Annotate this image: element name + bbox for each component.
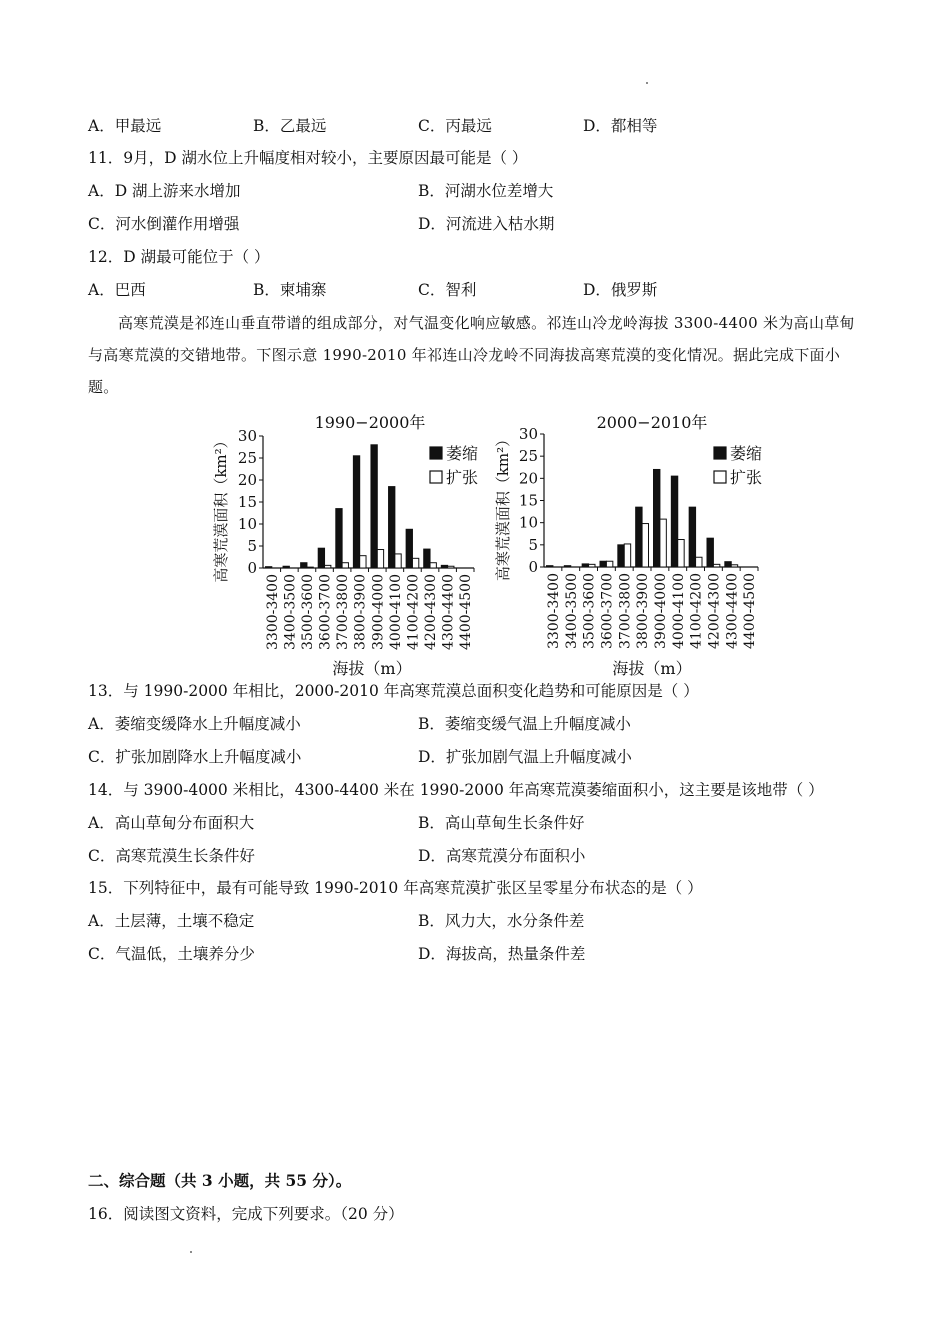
x-tick-label: 3400-3500 <box>282 574 299 650</box>
bar-shrink <box>301 563 307 568</box>
bar-expand <box>360 556 366 568</box>
bar-shrink <box>671 476 677 567</box>
bar-expand <box>713 564 719 567</box>
bar-expand <box>395 554 401 568</box>
x-tick-label: 3500-3600 <box>299 574 316 650</box>
legend-label: 扩张 <box>730 468 763 487</box>
x-tick-label: 3300-3400 <box>545 573 562 649</box>
y-tick-label: 30 <box>237 427 257 445</box>
x-tick-label: 4400-4500 <box>742 573 759 649</box>
x-tick-label: 4100-4200 <box>405 574 422 650</box>
q16-stem: 16．阅读图文资料，完成下列要求。（20 分） <box>88 1205 404 1223</box>
bar-shrink <box>653 469 659 567</box>
q15-option-c: C．气温低，土壤养分少 <box>88 945 255 963</box>
x-tick-label: 3700-3800 <box>335 574 352 650</box>
x-tick-label: 3900-4000 <box>652 573 669 649</box>
bar-shrink <box>725 562 731 567</box>
q11-option-b: B．河湖水位差增大 <box>418 182 554 200</box>
x-tick-label: 4400-4500 <box>458 574 475 650</box>
bar-expand <box>606 561 612 567</box>
x-tick-label: 3300-3400 <box>264 574 281 650</box>
legend-label: 萎缩 <box>730 444 763 463</box>
bar-shrink <box>283 566 289 568</box>
q12-option-c: C．智利 <box>418 281 477 299</box>
bar-shrink <box>689 507 695 567</box>
bar-expand <box>660 519 666 567</box>
q12-stem: 12．D 湖最可能位于（ ） <box>88 248 270 266</box>
bar-expand <box>325 565 331 568</box>
y-axis-label: 高寒荒漠面积（km²） <box>494 431 512 582</box>
q13-option-d: D．扩张加剧气温上升幅度减小 <box>418 748 632 766</box>
bar-shrink <box>582 564 588 567</box>
bar-shrink <box>371 445 377 568</box>
alpine-desert-charts <box>0 400 950 685</box>
q10-option-b: B．乙最远 <box>253 117 327 135</box>
q15-stem: 15．下列特征中，最有可能导致 1990-2010 年高寒荒漠扩张区呈零星分布状态的是（ ） <box>88 879 703 897</box>
y-tick-label: 5 <box>528 535 538 554</box>
q15-option-b: B．风力大，水分条件差 <box>418 912 585 930</box>
q13-stem: 13．与 1990-2000 年相比，2000-2010 年高寒荒漠总面积变化趋势和可能原因是（ ） <box>88 682 699 700</box>
q12-option-a: A．巴西 <box>88 281 146 299</box>
bar-expand <box>642 524 648 567</box>
q14-option-b: B．高山草甸生长条件好 <box>418 814 585 832</box>
q15-option-d: D．海拔高，热量条件差 <box>418 945 586 963</box>
q12-option-b: B．柬埔寨 <box>253 281 327 299</box>
q15-option-a: A．土层薄，土壤不稳定 <box>88 912 255 930</box>
legend-swatch <box>430 447 442 459</box>
bar-shrink <box>318 548 324 568</box>
x-tick-label: 4000-4100 <box>670 573 687 649</box>
y-tick-label: 25 <box>518 447 538 466</box>
x-tick-label: 4300-4400 <box>440 574 457 650</box>
y-tick-label: 5 <box>247 537 257 555</box>
bar-expand <box>412 558 418 568</box>
x-tick-label: 4000-4100 <box>387 574 404 650</box>
x-tick-label: 3800-3900 <box>635 573 652 649</box>
bar-shrink <box>265 567 271 568</box>
legend-swatch <box>430 471 442 483</box>
q11-option-a: A．D 湖上游来水增加 <box>88 182 241 200</box>
bar-expand <box>430 563 436 568</box>
x-tick-label: 3400-3500 <box>563 573 580 649</box>
bar-shrink <box>406 529 412 568</box>
legend-swatch <box>714 447 726 459</box>
q11-option-c: C．河水倒灌作用增强 <box>88 215 240 233</box>
q14-option-c: C．高寒荒漠生长条件好 <box>88 847 255 865</box>
chart-title: 2000−2010年 <box>596 413 708 432</box>
y-tick-label: 20 <box>518 469 538 488</box>
y-tick-label: 0 <box>247 559 257 577</box>
bar-shrink <box>636 507 642 567</box>
passage: 高寒荒漠是祁连山垂直带谱的组成部分，对气温变化响应敏感。祁连山冷龙岭海拔 3300-4400 米为高山草甸与高寒荒漠的交错地带。下图示意 1990-2010 年祁连山冷龙岭不同海拔高寒荒漠的变化情况。据此完成下面小题。 <box>88 314 855 396</box>
bar-expand <box>696 557 702 567</box>
x-tick-label: 3800-3900 <box>352 574 369 650</box>
bar-shrink <box>618 545 624 567</box>
q14-stem: 14．与 3900-4000 米相比，4300-4400 米在 1990-2000 年高寒荒漠萎缩面积小，这主要是该地带（ ） <box>88 781 824 799</box>
y-tick-label: 10 <box>518 513 538 532</box>
bar-shrink <box>336 509 342 568</box>
x-tick-label: 3900-4000 <box>370 574 387 650</box>
q11-option-d: D．河流进入枯水期 <box>418 215 555 233</box>
bar-expand <box>589 564 595 567</box>
x-tick-label: 3500-3600 <box>581 573 598 649</box>
q10-option-c: C．丙最远 <box>418 117 492 135</box>
speck <box>646 82 648 84</box>
x-tick-label: 4200-4300 <box>706 573 723 649</box>
q13-option-b: B．萎缩变缓气温上升幅度减小 <box>418 715 631 733</box>
speck <box>190 1251 192 1253</box>
q11-stem: 11．9月，D 湖水位上升幅度相对较小，主要原因最可能是（ ） <box>88 149 528 167</box>
bar-shrink <box>707 538 713 567</box>
bar-expand <box>307 567 313 568</box>
bar-shrink <box>600 561 606 567</box>
y-tick-label: 0 <box>528 558 538 576</box>
x-axis-label: 海拔（m） <box>332 659 412 678</box>
y-tick-label: 20 <box>237 471 257 489</box>
x-tick-label: 3700-3800 <box>617 573 634 649</box>
q10-option-d: D．都相等 <box>583 117 658 135</box>
q12-option-d: D．俄罗斯 <box>583 281 658 299</box>
legend-swatch <box>714 471 726 483</box>
x-axis-label: 海拔（m） <box>612 659 692 678</box>
x-tick-label: 3600-3700 <box>317 574 334 650</box>
bar-expand <box>624 544 630 567</box>
bar-shrink <box>389 487 395 568</box>
q14-option-a: A．高山草甸分布面积大 <box>88 814 255 832</box>
y-tick-label: 10 <box>237 515 257 533</box>
y-axis-label: 高寒荒漠面积（km²） <box>212 433 230 583</box>
x-tick-label: 4200-4300 <box>423 574 440 650</box>
x-tick-label: 3600-3700 <box>599 573 616 649</box>
bar-expand <box>448 566 454 568</box>
bar-expand <box>342 563 348 568</box>
q14-option-d: D．高寒荒漠分布面积小 <box>418 847 586 865</box>
x-tick-label: 4300-4400 <box>724 573 741 649</box>
bar-shrink <box>564 566 570 567</box>
y-tick-label: 15 <box>237 493 257 511</box>
y-tick-label: 30 <box>518 425 538 443</box>
q13-option-a: A．萎缩变缓降水上升幅度减小 <box>88 715 301 733</box>
q10-option-a: A．甲最远 <box>88 117 162 135</box>
bar-shrink <box>546 566 552 567</box>
bar-expand <box>731 565 737 567</box>
q13-option-c: C．扩张加剧降水上升幅度减小 <box>88 748 302 766</box>
bar-shrink <box>353 456 359 568</box>
section-2-heading: 二、综合题（共 3 小题，共 55 分）。 <box>88 1171 352 1190</box>
bar-expand <box>377 550 383 568</box>
bar-expand <box>678 540 684 567</box>
chart-title: 1990−2000年 <box>314 413 426 432</box>
bar-shrink <box>424 549 430 568</box>
y-tick-label: 25 <box>237 449 257 467</box>
legend-label: 萎缩 <box>446 444 479 463</box>
bar-shrink <box>441 565 447 568</box>
legend-label: 扩张 <box>446 468 479 487</box>
x-tick-label: 4100-4200 <box>688 573 705 649</box>
y-tick-label: 15 <box>518 491 538 510</box>
